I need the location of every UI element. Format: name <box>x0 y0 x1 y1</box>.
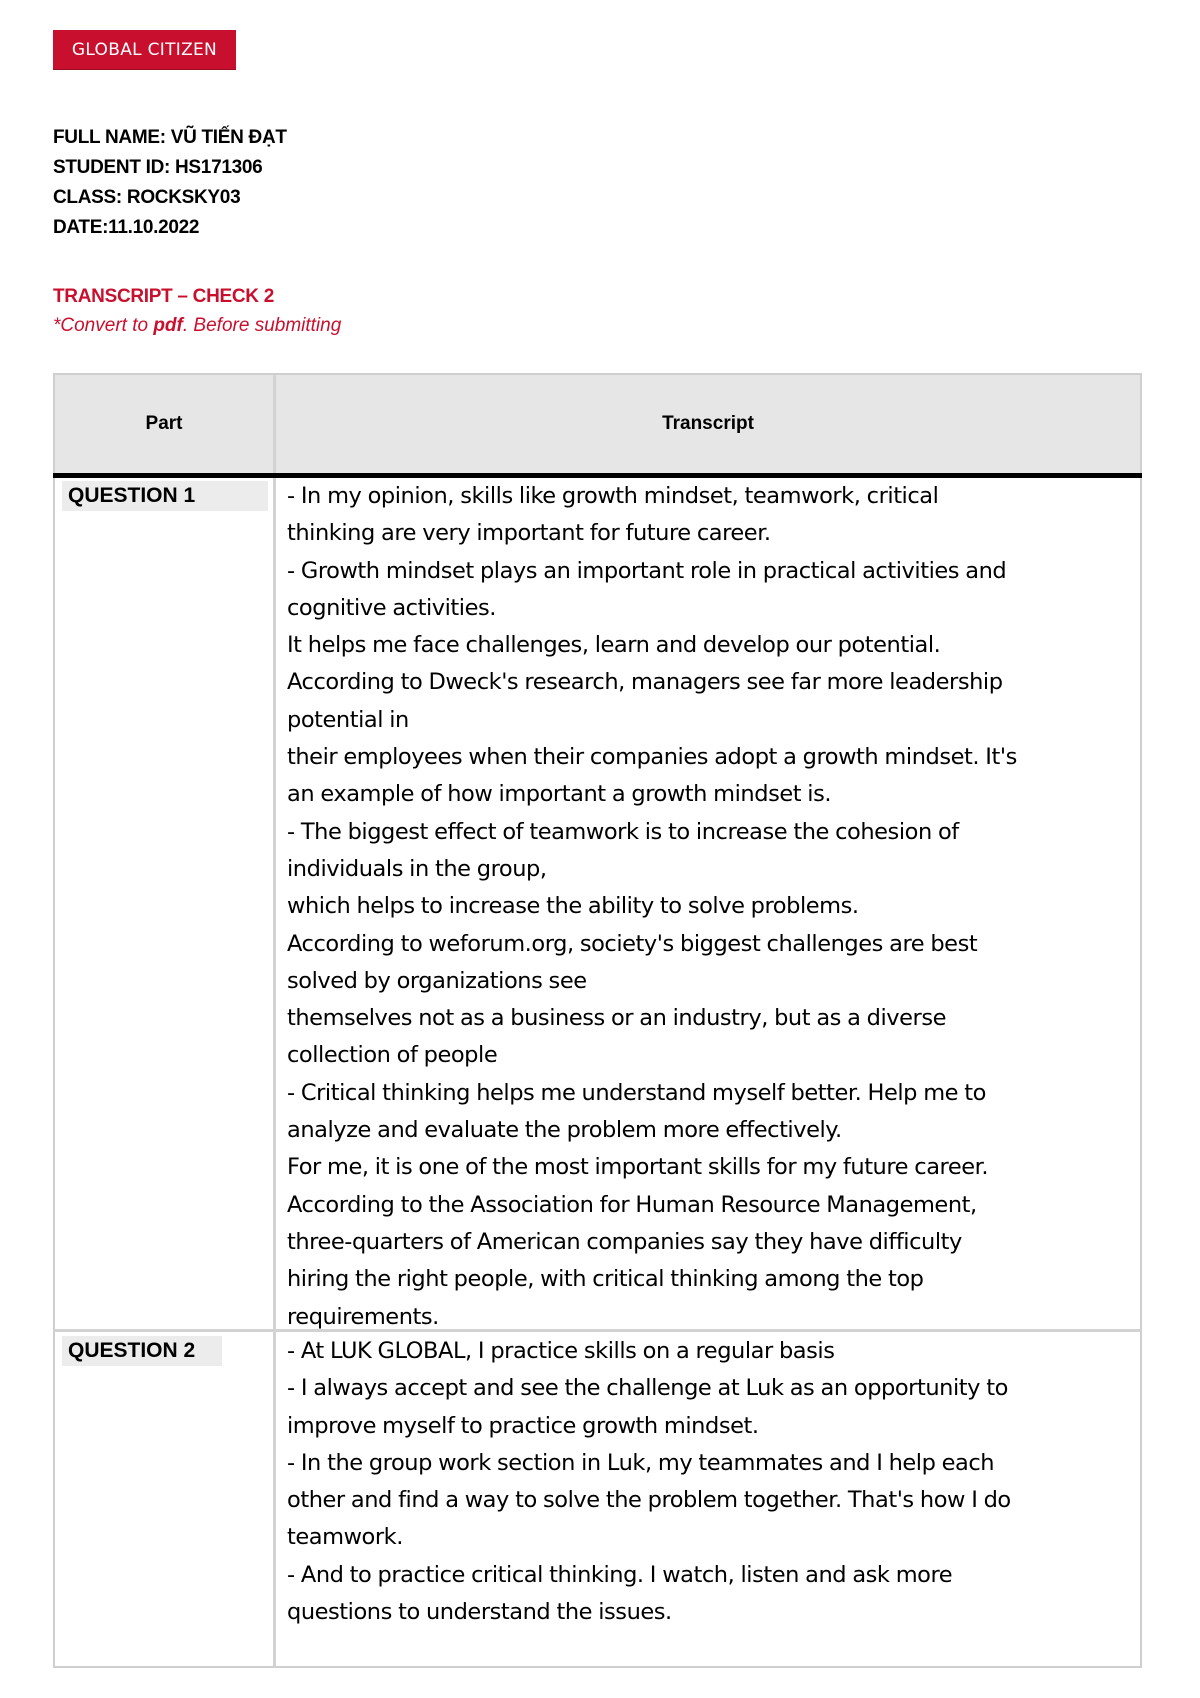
document-title: TRANSCRIPT – CHECK 2 <box>53 286 274 307</box>
transcript-line: their employees when their companies adopt a growth mindset. It's <box>287 744 1017 771</box>
transcript-line: themselves not as a business or an industry, but as a diverse <box>287 1005 947 1032</box>
transcript-line: three-quarters of American companies say they have difficulty <box>287 1228 962 1255</box>
transcript-line: other and find a way to solve the problem together. That's how I do <box>287 1487 1011 1514</box>
full-name: FULL NAME: VŨ TIẾN ĐẠT <box>53 127 287 148</box>
logo-text: GLOBAL CITIZEN <box>71 39 218 60</box>
transcript-line: - And to practice critical thinking. I watch, listen and ask more <box>287 1561 953 1588</box>
transcript-line: For me, it is one of the most important skills for my future career. <box>287 1154 989 1181</box>
transcript-line: hiring the right people, with critical thinking among the top <box>287 1266 924 1293</box>
transcript-line: According to Dweck's research, managers see far more leadership <box>287 669 1003 696</box>
class-name: CLASS: ROCKSKY03 <box>53 187 241 208</box>
transcript-line: thinking are very important for future career. <box>287 520 771 547</box>
transcript-line: solved by organizations see <box>287 967 587 994</box>
note-suffix: . Before submitting <box>182 315 342 336</box>
transcript-line: questions to understand the issues. <box>287 1599 672 1626</box>
transcript-line: - Critical thinking helps me understand myself better. Help me to <box>287 1079 986 1106</box>
question-1-label: QUESTION 1 <box>62 481 268 511</box>
header-part: Part <box>145 413 183 434</box>
table-header <box>55 375 1140 473</box>
transcript-line: individuals in the group, <box>287 855 547 882</box>
transcript-line: It helps me face challenges, learn and develop our potential. <box>287 632 941 659</box>
transcript-line: requirements. <box>287 1303 439 1330</box>
note-bold: pdf <box>153 315 183 336</box>
transcript-line: which helps to increase the ability to solve problems. <box>287 893 859 920</box>
transcript-line: - In the group work section in Luk, my teammates and I help each <box>287 1449 995 1476</box>
transcript-line: - In my opinion, skills like growth mindset, teamwork, critical <box>287 483 939 509</box>
student-id: STUDENT ID: HS171306 <box>53 157 263 178</box>
student-info <box>53 123 287 243</box>
transcript-line: improve myself to practice growth mindset. <box>287 1412 759 1439</box>
transcript-line: - The biggest effect of teamwork is to increase the cohesion of <box>287 818 959 845</box>
date: DATE:11.10.2022 <box>53 217 200 238</box>
question-1-transcript <box>287 478 1139 1336</box>
question-2-label: QUESTION 2 <box>62 1336 222 1366</box>
transcript-line: teamwork. <box>287 1524 403 1551</box>
question-2-transcript <box>287 1333 1139 1631</box>
transcript-line: - I always accept and see the challenge at Luk as an opportunity to <box>287 1375 1008 1402</box>
submission-note <box>53 315 341 337</box>
global-citizen-logo <box>53 30 236 69</box>
transcript-line: According to the Association for Human Resource Management, <box>287 1191 977 1218</box>
transcript-line: cognitive activities. <box>287 594 496 621</box>
transcript-line: - At LUK GLOBAL, I practice skills on a regular basis <box>287 1338 835 1364</box>
transcript-line: According to weforum.org, society's biggest challenges are best <box>287 930 978 957</box>
transcript-line: - Growth mindset plays an important role in practical activities and <box>287 557 1007 584</box>
transcript-table <box>53 373 1142 1668</box>
note-prefix: *Convert to <box>53 315 154 336</box>
transcript-line: collection of people <box>287 1042 498 1069</box>
header-transcript: Transcript <box>662 413 754 434</box>
transcript-line: an example of how important a growth mindset is. <box>287 781 832 808</box>
transcript-line: analyze and evaluate the problem more effectively. <box>287 1117 842 1144</box>
transcript-line: potential in <box>287 706 409 733</box>
column-divider <box>273 375 276 1666</box>
